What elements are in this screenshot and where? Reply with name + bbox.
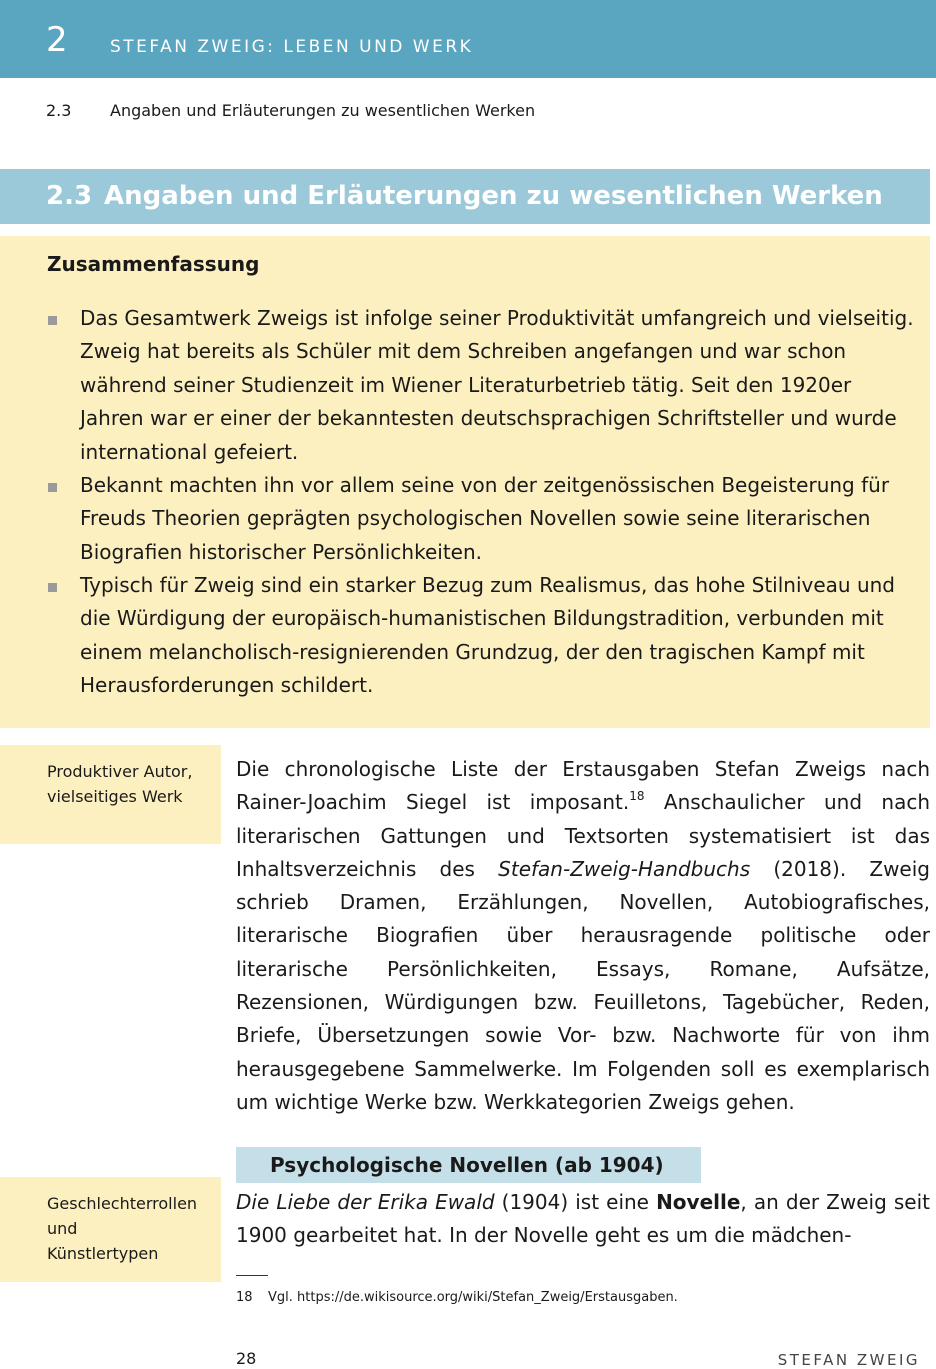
section-number: 2.3: [46, 181, 93, 211]
summary-bullet-1: Das Gesamtwerk Zweigs ist infolge seiner Produktivität umfangreich und vielseitig. Zweig hat bereits als Schüler mit dem Schreiben angefangen und war schon während seiner Studienzeit im Wiener Literaturbetrieb tätig. Seit den 1920er Jahren war er einer der bekanntesten deutschsprachigen Schriftsteller und wurde international gefeiert.: [80, 306, 914, 464]
footnote-number: 18: [236, 1290, 253, 1305]
bullet-square-icon: [48, 483, 57, 492]
summary-bullet-3: Typisch für Zweig sind ein starker Bezug zum Realismus, das hohe Stilniveau und die Würdigung der europäisch-humanistischen Bildungstradition, verbunden mit einem melancholisch-resignierenden Grundzug, der den tragischen Kampf mit Herausforderungen schildert.: [80, 573, 895, 698]
subheading-novellen: Psychologische Novellen (ab 1904): [270, 1153, 664, 1177]
body-text-segment: (2018). Zweig schrieb Dramen, Erzählungen, Novellen, Autobiografisches, literarische Biografien über herausragende politische oder literarische Persönlichkeiten, Essays, Romane, Aufsätze, Rezensionen, Würdigungen bzw. Feuilletons, Tagebücher, Reden, Briefe, Übersetzungen sowie Vor- bzw. Nachworte für von ihm herausgegebene Sammelwerke. Im Folgenden soll es exemplarisch um wichtige Werke bzw. Werkkategorien Zweigs gehen.: [236, 856, 930, 1114]
bold-term: Novelle: [656, 1190, 741, 1214]
bullet-square-icon: [48, 316, 57, 325]
page-number: 28: [236, 1349, 257, 1368]
margin-note-productive: Produktiver Autor, vielseitiges Werk: [47, 762, 193, 806]
body-paragraph-2: [236, 1186, 930, 1253]
body-text-segment: , an der Zweig seit 1900 gearbeitet hat. In der Novelle geht es um die mädchen-: [236, 1190, 930, 1248]
chapter-title: STEFAN ZWEIG: LEBEN UND WERK: [110, 37, 474, 57]
summary-title: Zusammenfassung: [47, 252, 260, 276]
footnote-divider: [236, 1275, 268, 1276]
summary-bullet-2: Bekannt machten ihn vor allem seine von der zeitgenössischen Begeisterung für Freuds Theorien geprägten psychologischen Novellen sowie seine literarischen Biografien historischer Persönlichkeiten.: [80, 473, 890, 564]
work-title: Die Liebe der Erika Ewald: [236, 1190, 495, 1214]
bullet-square-icon: [48, 583, 57, 592]
subsection-title: Angaben und Erläuterungen zu wesentlichen Werken: [110, 101, 536, 120]
handbook-title: Stefan-Zweig-Handbuchs: [498, 856, 751, 881]
footnote-reference[interactable]: 18: [629, 788, 645, 803]
body-paragraph-1: [236, 753, 930, 1119]
subsection-number: 2.3: [46, 101, 72, 120]
body-text-segment: (1904) ist eine: [494, 1190, 657, 1214]
footnote-text[interactable]: Vgl. https://de.wikisource.org/wiki/Stefan_Zweig/Erstausgaben.: [268, 1290, 678, 1305]
section-title: Angaben und Erläuterungen zu wesentlichen Werken: [104, 181, 883, 211]
chapter-number: 2: [46, 20, 68, 60]
running-footer-title: STEFAN ZWEIG: [777, 1351, 920, 1369]
body-text-segment: Die chronologische Liste der Erstausgaben Stefan Zweigs nach Rainer-Joachim Siegel ist imposant.: [236, 757, 930, 815]
body-text-segment: Anschaulicher und nach literarischen Gattungen und Textsorten systematisiert ist das Inhaltsverzeichnis des: [236, 790, 931, 881]
margin-note-gender-roles: Geschlechterrollen und Künstlertypen: [47, 1194, 198, 1263]
